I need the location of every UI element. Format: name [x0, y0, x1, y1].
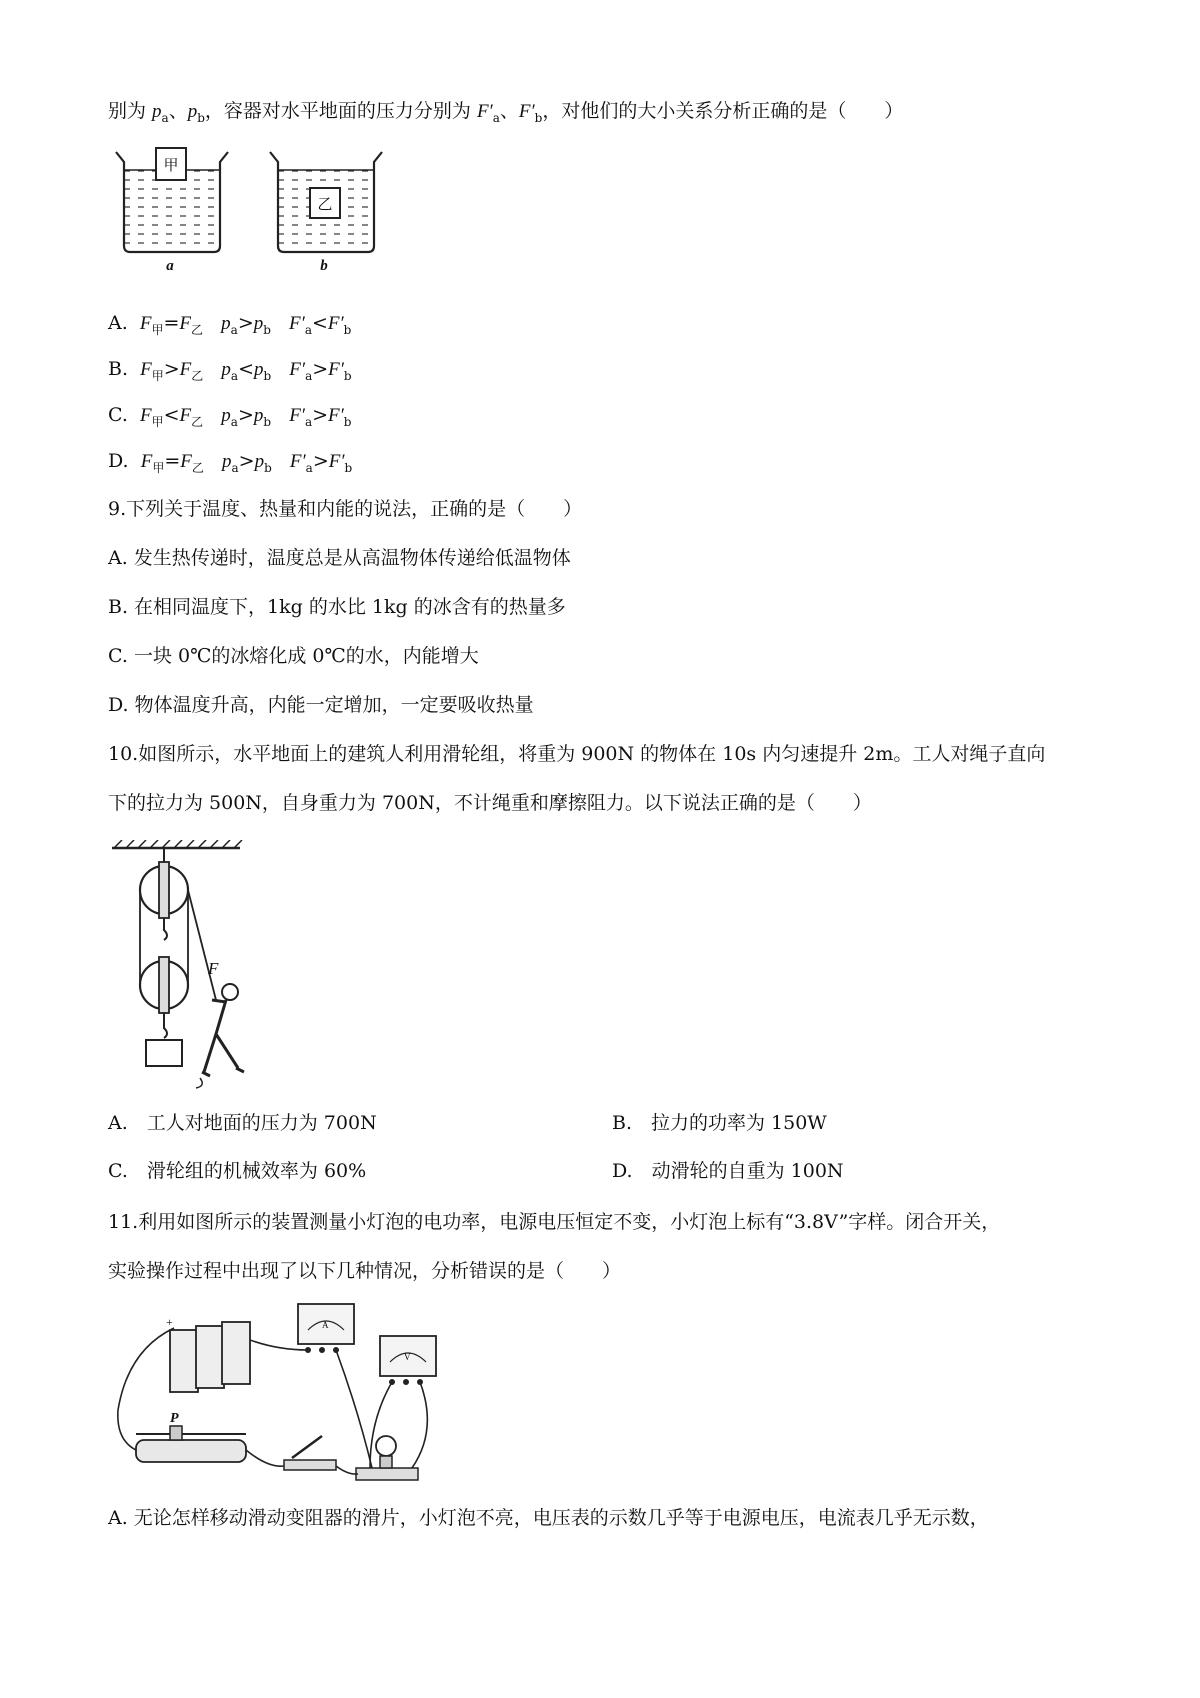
- q11-stem-line2: 实验操作过程中出现了以下几种情况，分析错误的是（ ）: [108, 1260, 622, 1282]
- q10-stem-line2: 下的拉力为 500N，自身重力为 700N，不计绳重和摩擦阻力。以下说法正确的是（ ）: [108, 792, 872, 814]
- battery: [166, 1315, 250, 1392]
- q8-option-d: D. $F_甲=F_乙$ $p_a>p_b$ $F'_a>F'_b$: [108, 450, 353, 475]
- svg-text:+: +: [166, 1315, 173, 1329]
- q9-option-b: B. 在相同温度下，1kg 的水比 1kg 的冰含有的热量多: [108, 596, 566, 618]
- force-label-F: F: [208, 959, 219, 978]
- voltmeter: [380, 1336, 436, 1385]
- q10-option-a: A. 工人对地面的压力为 700N: [108, 1112, 377, 1134]
- q11-option-a: A. 无论怎样移动滑动变阻器的滑片，小灯泡不亮，电压表的示数几乎等于电源电压，电流表几乎无示数，: [108, 1507, 989, 1529]
- q11-stem-line1: 11.利用如图所示的装置测量小灯泡的电功率，电源电压恒定不变，小灯泡上标有“3.8V”字样。闭合开关，: [108, 1211, 1001, 1233]
- slider-label-P: P: [170, 1411, 179, 1426]
- q9-option-c: C. 一块 0℃的冰熔化成 0℃的水，内能增大: [108, 645, 479, 667]
- q8-option-a: A. $F_甲=F_乙$ $p_a>p_b$ $F'_a<F'_b$: [108, 312, 352, 337]
- q11-circuit-figure: [108, 1300, 488, 1490]
- q10-option-d: D. 动滑轮的自重为 100N: [612, 1160, 844, 1182]
- q10-option-b: B. 拉力的功率为 150W: [612, 1112, 827, 1134]
- container-b: [270, 152, 382, 274]
- fig-label-a: a: [166, 258, 174, 274]
- q9-stem: 9.下列关于温度、热量和内能的说法，正确的是（ ）: [108, 498, 583, 520]
- q10-stem-line1: 10.如图所示，水平地面上的建筑人利用滑轮组，将重为 900N 的物体在 10s 内匀速提升 2m。工人对绳子直向: [108, 743, 1046, 765]
- fig-label-b: b: [320, 258, 328, 274]
- ammeter: [298, 1304, 354, 1353]
- q8-option-c: C. $F_甲<F_乙$ $p_a>p_b$ $F'_a>F'_b$: [108, 404, 352, 429]
- q8-option-b: B. $F_甲>F_乙$ $p_a<p_b$ $F'_a>F'_b$: [108, 358, 352, 383]
- block-jia-label: 甲: [163, 158, 179, 174]
- container-a: [116, 148, 228, 274]
- svg-text:A: A: [322, 1320, 329, 1330]
- svg-text:V: V: [404, 1352, 411, 1362]
- rheostat: [136, 1411, 246, 1462]
- switch: [284, 1436, 336, 1470]
- q10-option-c: C. 滑轮组的机械效率为 60%: [108, 1160, 367, 1182]
- q10-pulley-figure: [108, 840, 278, 1090]
- q9-option-a: A. 发生热传递时，温度总是从高温物体传递给低温物体: [108, 547, 571, 569]
- q9-option-d: D. 物体温度升高，内能一定增加，一定要吸收热量: [108, 694, 534, 716]
- q8-containers-figure: [108, 140, 408, 275]
- block-yi-label: 乙: [317, 197, 333, 213]
- q8-stem-continuation: 别为 $p_a$、$p_b$，容器对水平地面的压力分别为 $F'_a$、$F'_b$，对他们的大小关系分析正确的是（ ）: [108, 100, 904, 125]
